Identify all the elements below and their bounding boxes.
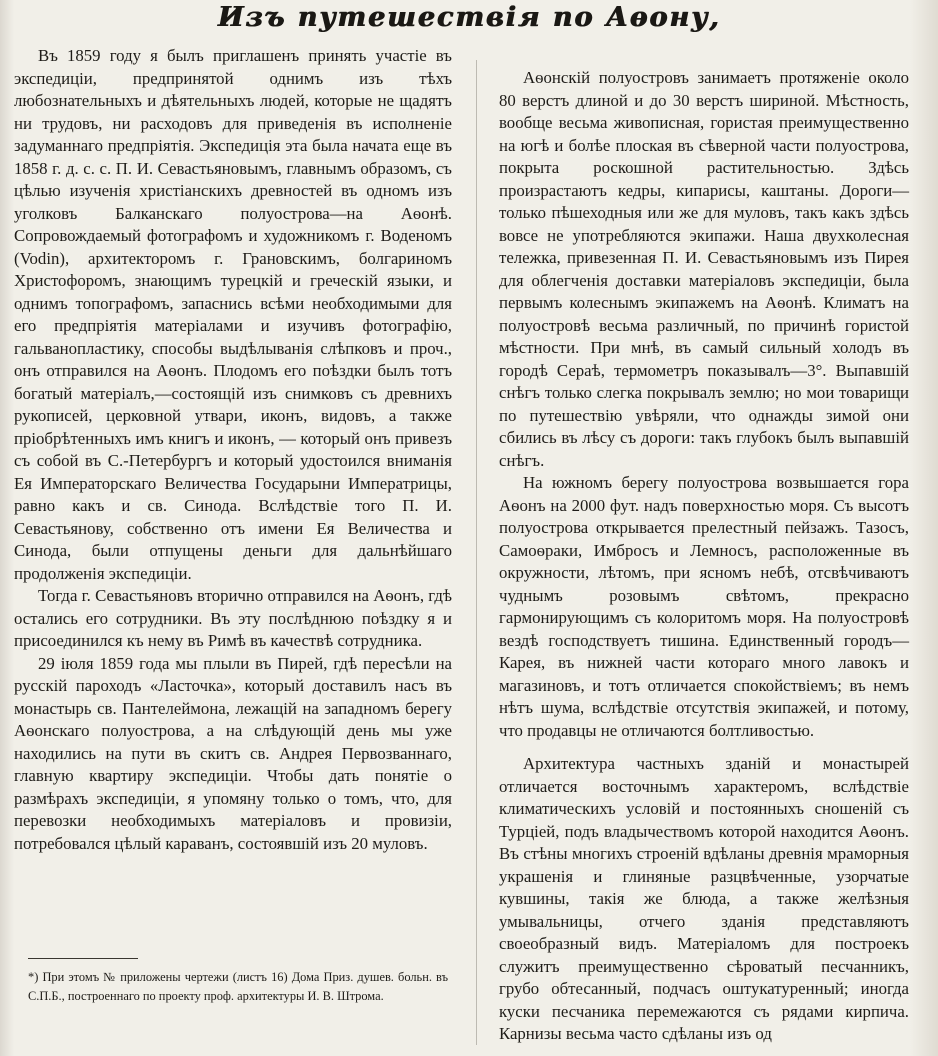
right-paragraph-2: На южномъ берегу полуострова возвышается гора Аѳонъ на 2000 фут. надъ поверхностью моря. Съ высотъ полуострова открывается прелестный пейзажъ. Тазосъ, Самоѳраки, Имбросъ и Лемносъ, расположенные въ окружности, лѣтомъ, при ясномъ небѣ, отсвѣчиваютъ чуднымъ розовымъ свѣтомъ, прекрасно гармонирующимъ съ колоритомъ моря. На полуостровѣ вездѣ господствуетъ тишина. Единственный городъ—Карея, въ нижней части котораго много лавокъ и магазиновъ, и тотъ отличается спокойствіемъ; въ немъ нѣтъ шума, вслѣдствіе отсутствія экипажей, и потому, что продавцы не отличаются болтливостью. [499,473,909,740]
right-column [499,67,909,1046]
page-edge-bleed [910,0,938,1056]
left-paragraph-3: 29 іюля 1859 года мы плыли въ Пирей, гдѣ пересѣли на русскій пароходъ «Ласточка», который доставилъ насъ въ монастырь св. Пантелеймона, лежащій на западномъ берегу Аѳонскаго полуострова, а на слѣдующій день мы уже находились на пути въ скитъ св. Андрея Первозваннаго, главную квартиру экспедиціи. Чтобы дать понятіе о размѣрахъ экспедиціи, я упомяну только о томъ, что, для перевозки необходимыхъ матеріаловъ и провизіи, потребовался цѣлый караванъ, состоявшій изъ 20 муловъ. [14,653,452,853]
footnote: *) При этомъ № приложены чертежи (листъ 16) Дома Приз. душев. больн. въ С.П.Б., построеннаго по проекту проф. архитектуры И. В. Штрома. [28,970,448,1003]
right-paragraph-3: Архитектура частныхъ зданій и монастырей отличается восточнымъ характеромъ, вслѣдствіе климатическихъ условій и постоянныхъ сношеній съ Турціей, подъ владычествомъ которой находится Аѳонъ. Въ стѣны многихъ строеній вдѣланы древнія мраморныя украшенія и глиняные разцвѣченные, узорчатые кувшины, такія же блюда, а также желѣзныя умывальницы, отчего зданія представляютъ своеобразный видъ. Матеріаломъ для построекъ служитъ преимущественно сѣроватый песчанникъ, грубо обтесанный, подчасъ оштукатуренный; иногда куски песчаника перемежаются съ рядами кирпича. Карнизы весьма часто сдѣланы изъ од [499,754,909,1043]
left-paragraph-1: Въ 1859 году я былъ приглашенъ принять участіе въ экспедиціи, предпринятой однимъ изъ тѣхъ любознательныхъ и дѣятельныхъ людей, которые не щадятъ ни трудовъ, ни расходовъ для приведенія въ исполненіе задуманнаго предпріятія. Экспедиція эта была начата еще въ 1858 г. д. с. с. П. И. Севастьяновымъ, главнымъ образомъ, съ цѣлью изученія христіанскихъ древностей въ одномъ изъ уголковъ Балканскаго полуострова—на Аѳонѣ. Сопровождаемый фотографомъ и художникомъ г. Воденомъ (Vodin), архитекторомъ г. Грановскимъ, болгариномъ Христофоромъ, знающимъ турецкій и греческій языки, и однимъ топографомъ, запаснись всѣми необходимыми для его предпріятія матеріалами и изучивъ фотографію, гальванопластику, способы выдѣлыванія слѣпковъ и проч., онъ отправился на Аѳонъ. Плодомъ его поѣздки былъ тотъ богатый матеріалъ,—состоящій изъ снимковъ съ древнихъ рукописей, церковной утвари, иконъ, видовъ, а также пріобрѣтенныхъ имъ книгъ и иконъ, — который онъ привезъ съ собой въ С.-Петербургъ и который удостоился вниманія Ея Императорскаго Величества Государыни Императрицы, равно какъ и св. Синода. Вслѣдствіе того П. И. Севастьянову, собственно отъ имени Ея Величества и Синода, были отпущены деньги для дальнѣйшаго продолженія экспедиціи. [14,46,452,583]
article-title: Изъ путешествія по Аѳону, [217,2,721,33]
left-paragraph-2: Тогда г. Севастьяновъ вторично отправился на Аѳонъ, гдѣ остались его сотрудники. Въ эту послѣднюю поѣздку я и присоединился къ нему въ Римѣ въ качествѣ сотрудника. [14,586,452,650]
page-edge-shadow [0,0,14,1056]
left-column [14,45,452,855]
right-paragraph-1: Аѳонскій полуостровъ занимаетъ протяженіе около 80 верстъ длиной и до 30 верстъ шириной. Мѣстность, вообще весьма живописная, гористая преимущественно на югѣ и болѣе плоская въ сѣверной части полуострова, покрыта роскошной растительностью. Здѣсь произрастаютъ кедры, кипарисы, каштаны. Дороги—только пѣшеходныя или же для муловъ, такъ какъ здѣсь вовсе не употребляются экипажи. Наша двухколесная тележка, привезенная П. И. Севастьяновымъ изъ Пирея для облегченія доставки матеріаловъ экспедиціи, была первымъ колеснымъ экипажемъ на Аѳонѣ. Климатъ на полуостровѣ весьма различный, по причинѣ гористой мѣстности. При мнѣ, въ самый сильный холодъ въ городѣ Сераѣ, термометръ показывалъ—3°. Выпавшій снѣгъ только слегка покрывалъ землю; но мои товарищи по путешествію увѣряли, что однажды зимой они сбились въ лѣсу съ дороги: такъ глубокъ былъ выпавшій снѣгъ. [499,68,909,470]
column-divider [476,60,477,1045]
footnote-rule [28,958,138,959]
